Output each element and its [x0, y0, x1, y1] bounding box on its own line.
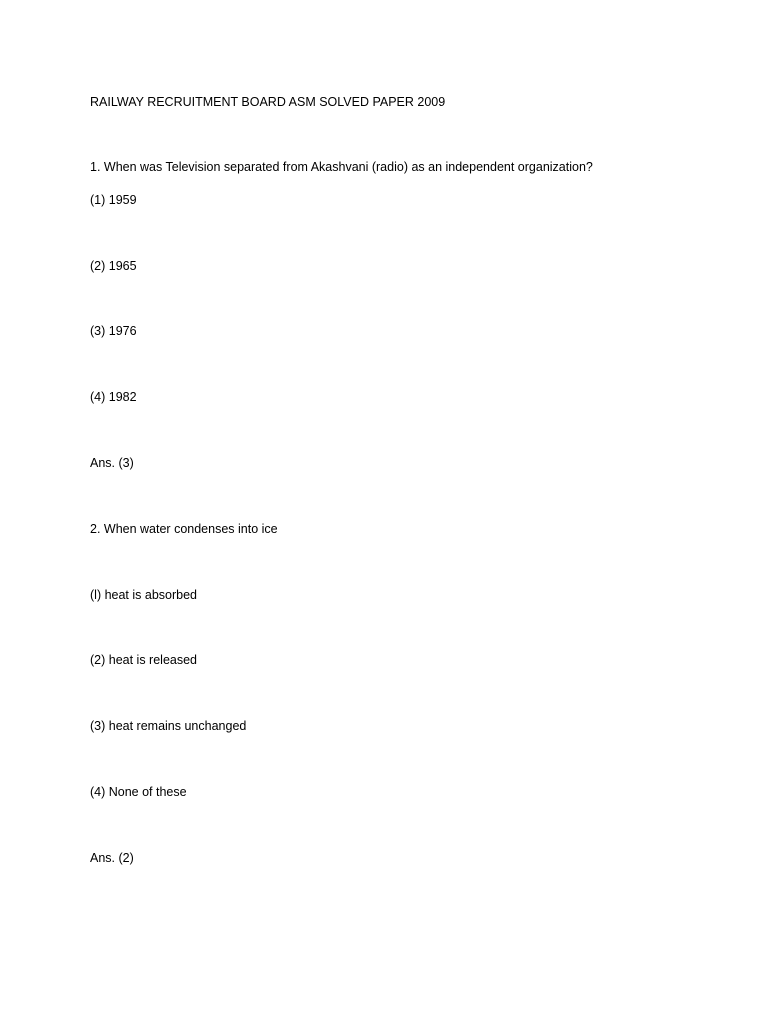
question-1-option-2: (2) 1965	[90, 259, 137, 273]
question-2-option-4: (4) None of these	[90, 785, 187, 799]
question-2-option-3: (3) heat remains unchanged	[90, 719, 247, 733]
question-1-option-1: (1) 1959	[90, 193, 137, 207]
question-1-answer: Ans. (3)	[90, 456, 134, 470]
question-1-option-4: (4) 1982	[90, 390, 137, 404]
question-2-answer: Ans. (2)	[90, 851, 134, 865]
question-2-option-2: (2) heat is released	[90, 653, 198, 667]
question-2-text: 2. When water condenses into ice	[90, 522, 278, 536]
question-1-option-3: (3) 1976	[90, 324, 137, 338]
question-1-text: 1. When was Television separated from Akashvani (radio) as an independent organization?	[90, 160, 593, 174]
document-title: RAILWAY RECRUITMENT BOARD ASM SOLVED PAPER 2009	[90, 95, 446, 109]
question-2-option-1: (l) heat is absorbed	[90, 588, 198, 602]
